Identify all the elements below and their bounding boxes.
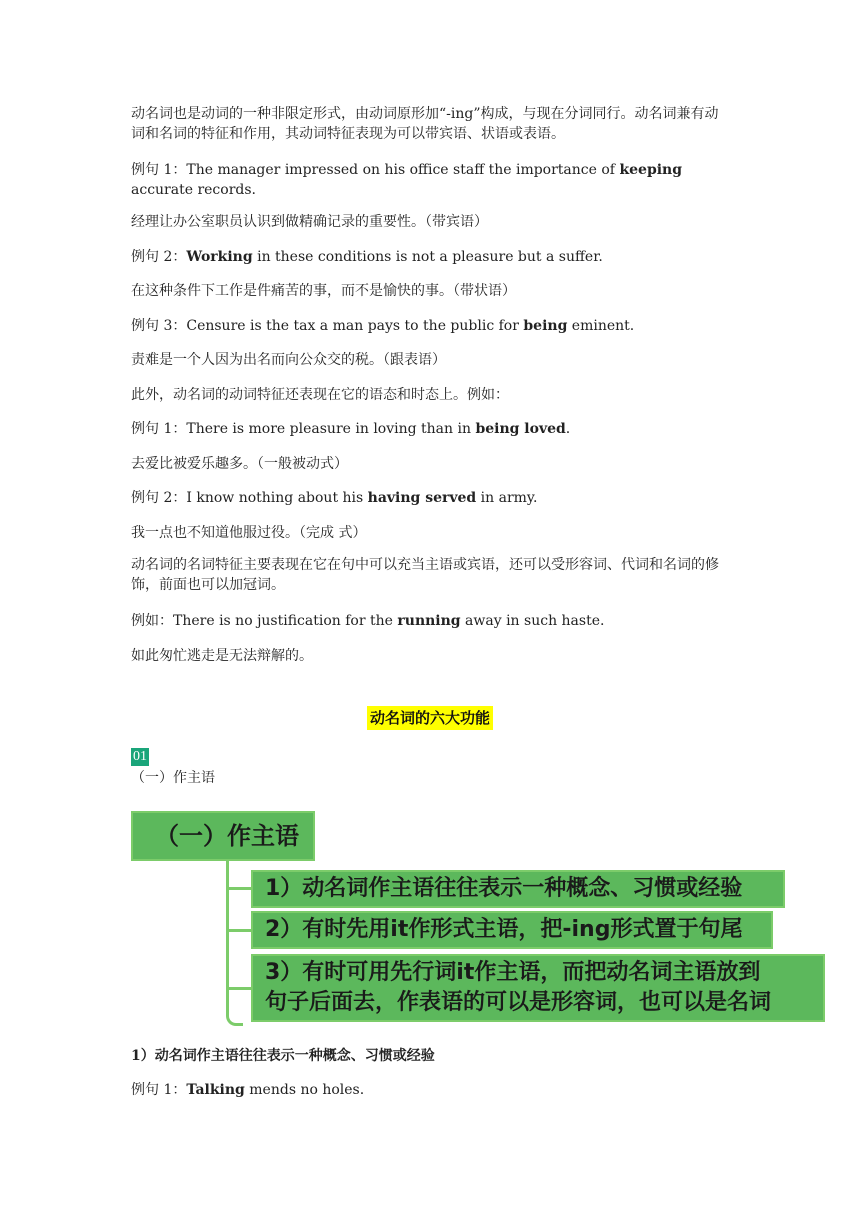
text-segment: 经理让办公室职员认识到做精确记录的重要性。（带宾语） bbox=[131, 214, 488, 230]
text-segment: mends no holes. bbox=[244, 1082, 365, 1098]
paragraph bbox=[131, 454, 731, 474]
section-title: 动名词的六大功能 bbox=[367, 706, 493, 730]
text-segment: eminent. bbox=[567, 318, 635, 334]
text-segment: 动名词也是动词的一种非限定形式，由动词原形加“-ing”构成，与现在分词同行。动名词兼有动词和名词的特征和作用，其动词特征表现为可以带宾语、状语或表语。 bbox=[131, 106, 719, 142]
text-segment: accurate records. bbox=[131, 182, 256, 198]
paragraph bbox=[131, 385, 731, 405]
bold-text: being bbox=[523, 318, 568, 334]
bold-text: keeping bbox=[619, 162, 683, 178]
paragraph bbox=[131, 488, 731, 508]
bold-text: being loved bbox=[475, 421, 566, 437]
bold-text: having served bbox=[367, 490, 477, 506]
diagram-connector bbox=[226, 859, 243, 1026]
mind-map-diagram bbox=[131, 811, 825, 1023]
paragraph bbox=[131, 212, 731, 232]
text-segment: 动名词的名词特征主要表现在它在句中可以充当主语或宾语，还可以受形容词、代词和名词的修饰，前面也可以加冠词。 bbox=[131, 557, 719, 593]
text-segment: 在这种条件下工作是件痛苦的事，而不是愉快的事。（带状语） bbox=[131, 283, 516, 299]
text-segment: 例句 2：I know nothing about his bbox=[131, 490, 368, 506]
paragraph bbox=[131, 523, 731, 543]
text-segment: in army. bbox=[476, 490, 538, 506]
text-segment: 例句 1： bbox=[131, 1082, 187, 1098]
text-segment: 我一点也不知道他服过役。（完成 式） bbox=[131, 525, 367, 541]
text-segment: 责难是一个人因为出名而向公众交的税。（跟表语） bbox=[131, 352, 446, 368]
diagram-node-2: 2）有时先用it作形式主语，把-ing形式置于句尾 bbox=[251, 911, 773, 949]
text-segment: . bbox=[565, 421, 571, 437]
section-title-wrap bbox=[0, 706, 860, 730]
diagram-branch bbox=[226, 987, 254, 990]
diagram-node-3-line-1: 3）有时可用先行词it作主语，而把动名词主语放到 bbox=[265, 960, 761, 985]
text-segment: 例句 1：The manager impressed on his office staff the importance of bbox=[131, 162, 620, 178]
diagram-node-3-line-2: 句子后面去，作表语的可以是形容词，也可以是名词 bbox=[265, 990, 772, 1015]
bold-text: Talking bbox=[186, 1082, 245, 1098]
text-segment: 如此匆忙逃走是无法辩解的。 bbox=[131, 648, 313, 664]
paragraph bbox=[131, 160, 731, 200]
diagram-branch bbox=[226, 887, 254, 890]
final-example bbox=[131, 1080, 731, 1100]
text-segment: away in such haste. bbox=[460, 613, 605, 629]
paragraph bbox=[131, 611, 731, 631]
text-segment: 例如：There is no justification for the bbox=[131, 613, 398, 629]
diagram-branch bbox=[226, 929, 254, 932]
bold-text: Working bbox=[186, 249, 253, 265]
subheading: （一）作主语 bbox=[131, 770, 215, 786]
paragraph bbox=[131, 419, 731, 439]
point-1-heading: 1）动名词作主语往往表示一种概念、习惯或经验 bbox=[131, 1048, 435, 1064]
text-segment: 此外，动名词的动词特征还表现在它的语态和时态上。例如： bbox=[131, 387, 509, 403]
paragraph bbox=[131, 281, 731, 301]
section-number-badge: 01 bbox=[133, 749, 147, 764]
diagram-node-1: 1）动名词作主语往往表示一种概念、习惯或经验 bbox=[251, 870, 785, 908]
paragraph bbox=[131, 555, 731, 595]
paragraph bbox=[131, 350, 731, 370]
paragraph bbox=[131, 646, 731, 666]
paragraph bbox=[131, 104, 731, 144]
paragraph bbox=[131, 247, 731, 267]
text-segment: 例句 3：Censure is the tax a man pays to the public for bbox=[131, 318, 524, 334]
text-segment: 例句 1：There is more pleasure in loving than in bbox=[131, 421, 476, 437]
text-segment: 例句 2： bbox=[131, 249, 187, 265]
text-segment: in these conditions is not a pleasure but a suffer. bbox=[252, 249, 603, 265]
text-segment: 去爱比被爱乐趣多。（一般被动式） bbox=[131, 456, 348, 472]
bold-text: running bbox=[397, 613, 461, 629]
diagram-node-3 bbox=[251, 954, 825, 1022]
diagram-head-node: （一）作主语 bbox=[131, 811, 315, 861]
paragraph bbox=[131, 316, 731, 336]
